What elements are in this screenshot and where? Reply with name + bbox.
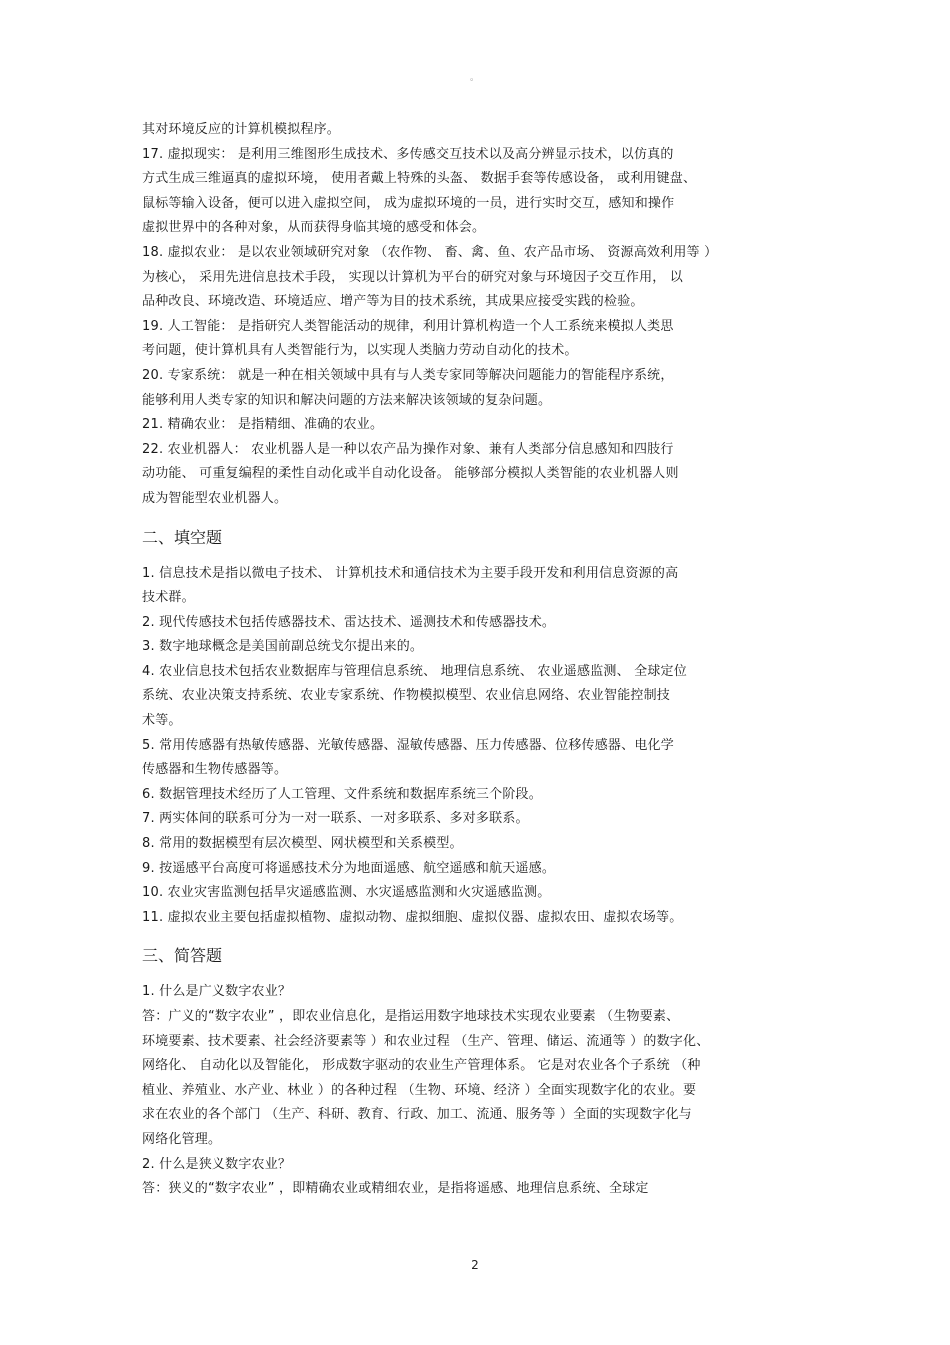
text-line: 答：广义的“数字农业” ，即农业信息化，是指运用数字地球技术实现农业要素 （生物要素、: [142, 1009, 680, 1024]
text-line: 为核心， 采用先进信息技术手段， 实现以计算机为平台的研究对象与环境因子交互作用， 以: [142, 269, 683, 285]
text-line: 18. 虚拟农业： 是以农业领域研究对象 （农作物、 畜、禽、鱼、农产品市场、 资源高效利用等 ）: [142, 244, 718, 260]
page-number: 2: [471, 1258, 479, 1272]
text-line: 技术群。: [142, 590, 195, 606]
text-line: 环境要素、技术要素、社会经济要素等 ）和农业过程 （生产、管理、储运、流通等 ）的数字化、: [142, 1033, 710, 1049]
text-line: 答：狭义的“数字农业” ，即精确农业或精细农业，是指将遥感、地理信息系统、全球定: [142, 1181, 649, 1197]
text-line: 成为智能型农业机器人。: [142, 490, 288, 506]
text-line: 5. 常用传感器有热敏传感器、光敏传感器、湿敏传感器、压力传感器、位移传感器、电化学: [142, 737, 674, 753]
text-line: 鼠标等输入设备，便可以进入虚拟空间， 成为虚拟环境的一员，进行实时交互，感知和操作: [142, 195, 675, 211]
text-line: 20. 专家系统： 就是一种在相关领域中具有与人类专家同等解决问题能力的智能程序系统，: [142, 367, 674, 383]
text-line: 1. 什么是广义数字农业？: [142, 984, 292, 1000]
text-line: 4. 农业信息技术包括农业数据库与管理信息系统、 地理信息系统、 农业遥感监测、 全球定位: [142, 663, 687, 679]
text-line: 传感器和生物传感器等。: [142, 762, 288, 778]
short-answer-heading: 三、简答题: [142, 946, 223, 966]
text-line: 方式生成三维逼真的虚拟环境， 使用者戴上特殊的头盔、 数据手套等传感设备， 或利用键盘、: [142, 171, 697, 187]
text-line: 品种改良、环境改造、环境适应、增产等为目的技术系统，其成果应接受实践的检验。: [142, 294, 644, 310]
text-line: 其对环境反应的计算机模拟程序。: [142, 122, 341, 137]
text-line: 求在农业的各个部门 （生产、科研、教育、行政、加工、流通、服务等 ）全面的实现数字化与: [142, 1107, 692, 1123]
text-line: 6. 数据管理技术经历了人工管理、文件系统和数据库系统三个阶段。: [142, 786, 542, 802]
text-line: 虚拟世界中的各种对象，从而获得身临其境的感受和体会。: [142, 220, 486, 236]
top-mark: 。: [470, 73, 480, 83]
text-line: 21. 精确农业： 是指精细、准确的农业。: [142, 417, 384, 433]
definitions-section: [142, 118, 810, 512]
fill-in-blank-heading: 二、填空题: [142, 527, 223, 547]
text-line: 19. 人工智能： 是指研究人类智能活动的规律，利用计算机构造一个人工系统来模拟人类思: [142, 318, 674, 334]
fill-in-blank-section: [142, 562, 810, 931]
text-line: 2. 现代传感技术包括传感器技术、雷达技术、遥测技术和传感器技术。: [142, 614, 556, 630]
text-line: 10. 农业灾害监测包括旱灾遥感监测、水灾遥感监测和火灾遥感监测。: [142, 885, 551, 901]
text-line: 9. 按遥感平台高度可将遥感技术分为地面遥感、航空遥感和航天遥感。: [142, 860, 556, 876]
text-line: 动功能、 可重复编程的柔性自动化或半自动化设备。 能够部分模拟人类智能的农业机器人则: [142, 466, 679, 482]
text-line: 22. 农业机器人： 农业机器人是一种以农产品为操作对象、兼有人类部分信息感知和四肢行: [142, 441, 674, 457]
text-line: 11. 虚拟农业主要包括虚拟植物、虚拟动物、虚拟细胞、虚拟仪器、虚拟农田、虚拟农场等。: [142, 909, 683, 925]
text-line: 17. 虚拟现实： 是利用三维图形生成技术、多传感交互技术以及高分辨显示技术，以仿真的: [142, 146, 674, 162]
text-line: 网络化管理。: [142, 1131, 222, 1147]
text-line: 网络化、 自动化以及智能化， 形成数字驱动的农业生产管理体系。 它是对农业各个子系统 （种: [142, 1058, 701, 1074]
short-answer-section: [142, 980, 810, 1201]
text-line: 1. 信息技术是指以微电子技术、 计算机技术和通信技术为主要手段开发和利用信息资源的高: [142, 565, 679, 581]
text-line: 能够利用人类专家的知识和解决问题的方法来解决该领域的复杂问题。: [142, 392, 552, 408]
text-line: 术等。: [142, 713, 182, 729]
text-line: 7. 两实体间的联系可分为一对一联系、一对多联系、多对多联系。: [142, 811, 529, 827]
text-line: 3. 数字地球概念是美国前副总统戈尔提出来的。: [142, 639, 424, 655]
text-line: 系统、农业决策支持系统、农业专家系统、作物模拟模型、农业信息网络、农业智能控制技: [142, 688, 671, 704]
text-line: 考问题，使计算机具有人类智能行为，以实现人类脑力劳动自动化的技术。: [142, 343, 578, 359]
text-line: 植业、养殖业、水产业、林业 ）的各种过程 （生物、环境、经济 ）全面实现数字化的农业。要: [142, 1082, 697, 1098]
text-line: 2. 什么是狭义数字农业？: [142, 1156, 292, 1172]
text-line: 8. 常用的数据模型有层次模型、网状模型和关系模型。: [142, 836, 463, 852]
document-body: [142, 118, 810, 1202]
